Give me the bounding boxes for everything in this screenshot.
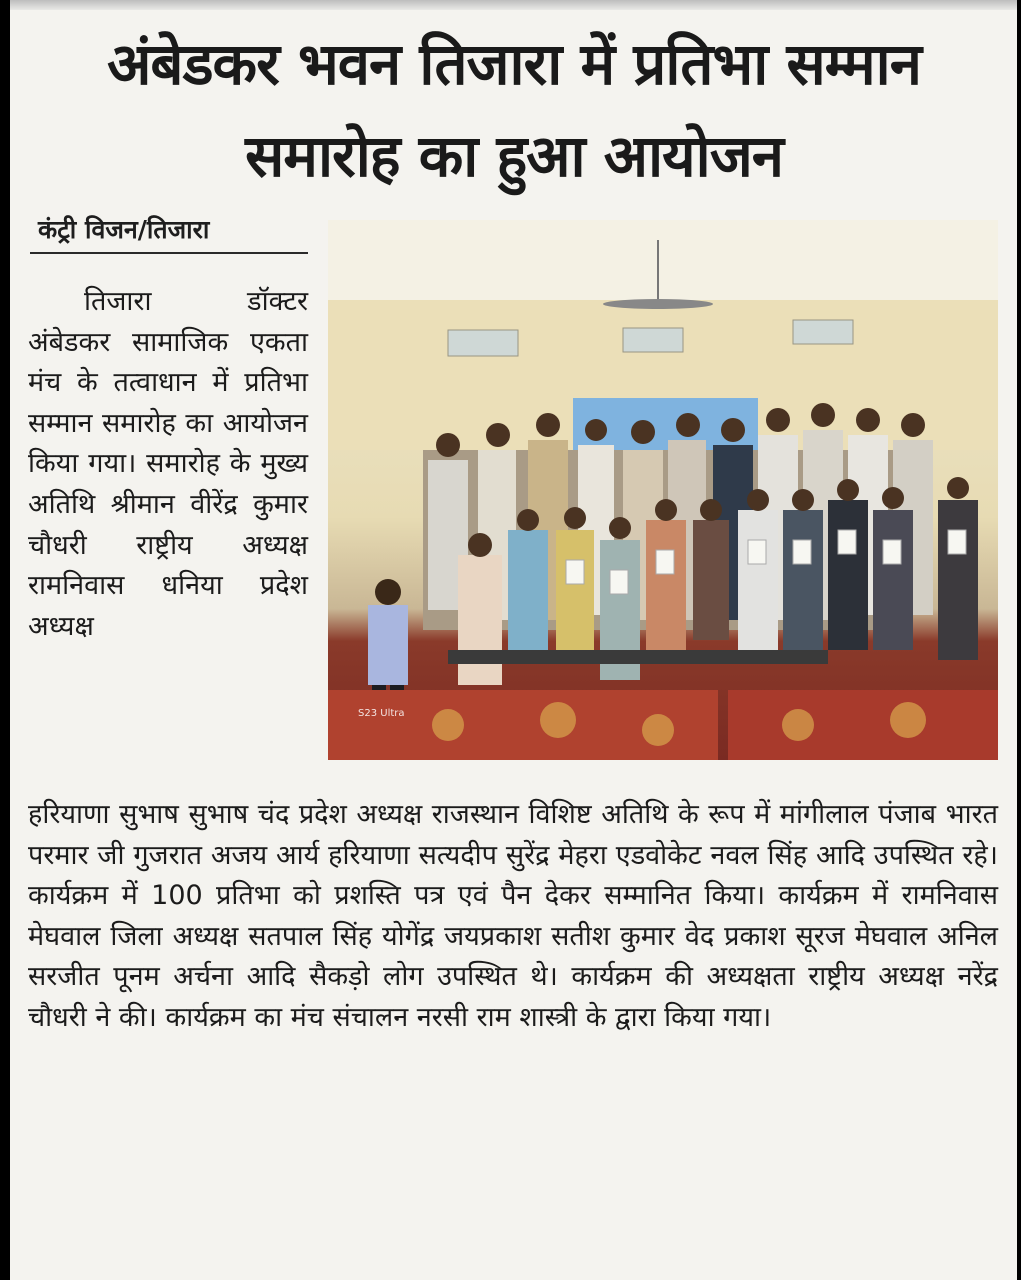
byline: कंट्री विजन/तिजारा [30,210,308,254]
photo-watermark: S23 Ultra [358,708,405,719]
headline-line-1: अंबेडकर भवन तिजारा में प्रतिभा सम्मान [107,30,921,98]
article-body-text [28,795,998,1038]
event-photo [328,220,998,760]
body-paragraph: हरियाणा सुभाष सुभाष चंद प्रदेश अध्यक्ष राजस्थान विशिष्ट अतिथि के रूप में मांगीलाल पंजाब भारत परमार जी गुजरात अजय आर्य हरियाणा सत्यदीप सुरेंद्र मेहरा एडवोकेट नवल सिंह आदि उपस्थित रहे। कार्यक्रम में 100 प्रतिभा को प्रशस्ति पत्र एवं पैन देकर सम्मानित किया। कार्यक्रम में रामनिवास मेघवाल जिला अध्यक्ष सतपाल सिंह योगेंद्र जयप्रकाश सतीश कुमार वेद प्रकाश सूरज मेघवाल अनिल सरजीत पूनम अर्चना आदि सैकड़ो लोग उपस्थित थे। कार्यक्रम की अध्यक्षता राष्ट्रीय अध्यक्ष नरेंद्र चौधरी ने की। कार्यक्रम का मंच संचालन नरसी राम शास्त्री के द्वारा किया गया। [28,799,998,1033]
article-column-text [28,282,308,647]
headline-line-2: समारोह का हुआ आयोजन [245,122,783,190]
event-photo-illustration [328,220,998,760]
column-paragraph: तिजारा डॉक्टर अंबेडकर सामाजिक एकता मंच के तत्वाधान में प्रतिभा सम्मान समारोह का आयोजन किया गया। समारोह के मुख्य अतिथि श्रीमान वीरेंद्र कुमार चौधरी राष्ट्रीय अध्यक्ष रामनिवास धनिया प्रदेश अध्यक्ष [28,286,308,642]
newspaper-clipping [10,0,1017,1280]
headline [24,18,1004,202]
top-edge-strip [10,0,1017,10]
